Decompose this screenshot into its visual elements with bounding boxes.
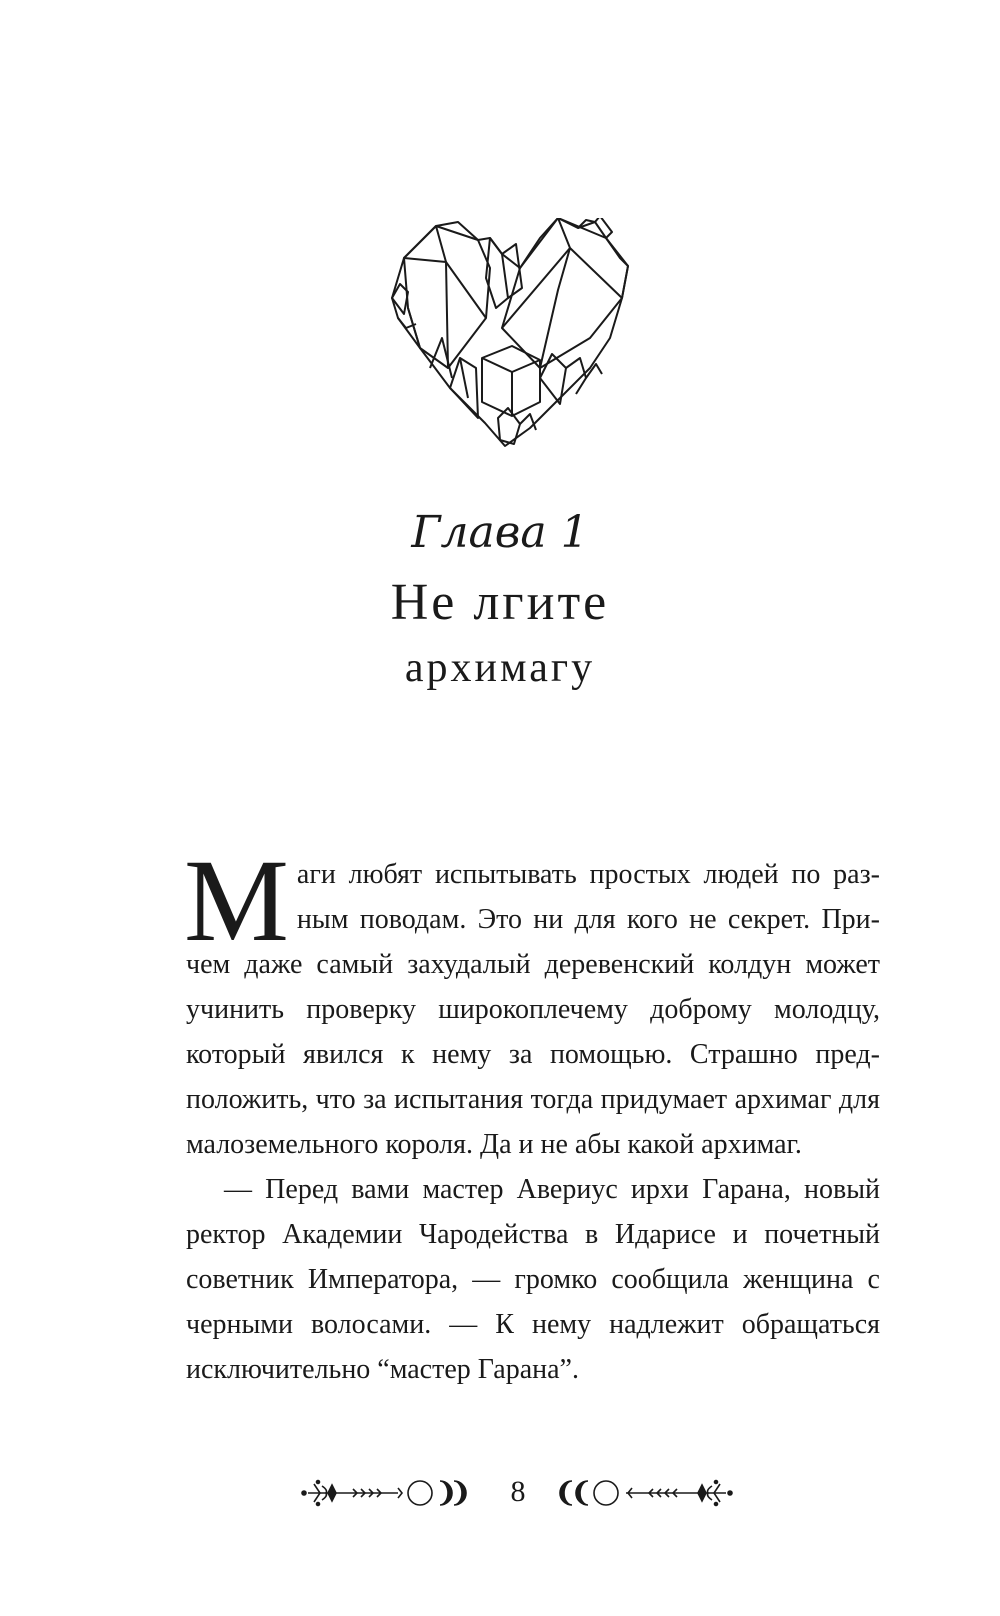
- paragraph-1-text: аги любят испытывать простых людей по разным поводам. Это ни для кого не секрет. Причем даже самый захудалый деревенский колдун может учинить проверку широкоплечему доброму молодцу, который явился к нему за помощью. Страшно предположить, что за испытания тогда придумает архимаг для малоземельного короля. Да и не абы какой архимаг.: [186, 859, 880, 1160]
- chapter-title-line1: Не лгите: [390, 574, 610, 631]
- chapter-title-line2: архимагу: [404, 645, 596, 691]
- drop-cap: М: [184, 835, 289, 966]
- page-footer: [0, 1470, 1000, 1516]
- paragraph-1: [184, 835, 880, 1167]
- page-number: 8: [510, 1475, 526, 1508]
- moon-phase-ornament-icon: [298, 1470, 478, 1516]
- crystal-heart-icon: [390, 218, 660, 468]
- paragraph-2: — Перед вами мастер Авериус ирхи Гарана, новый ректор Академии Чародейства в Идарисе и почетный советник Императора, — громко сообщила женщина с черными волосами. — К нему надлежит обращаться исключительно “мастер Гарана”.: [186, 1174, 880, 1385]
- body-text: [184, 835, 880, 1392]
- moon-phase-ornament-icon: [556, 1470, 736, 1516]
- chapter-label: Глава 1: [411, 507, 589, 558]
